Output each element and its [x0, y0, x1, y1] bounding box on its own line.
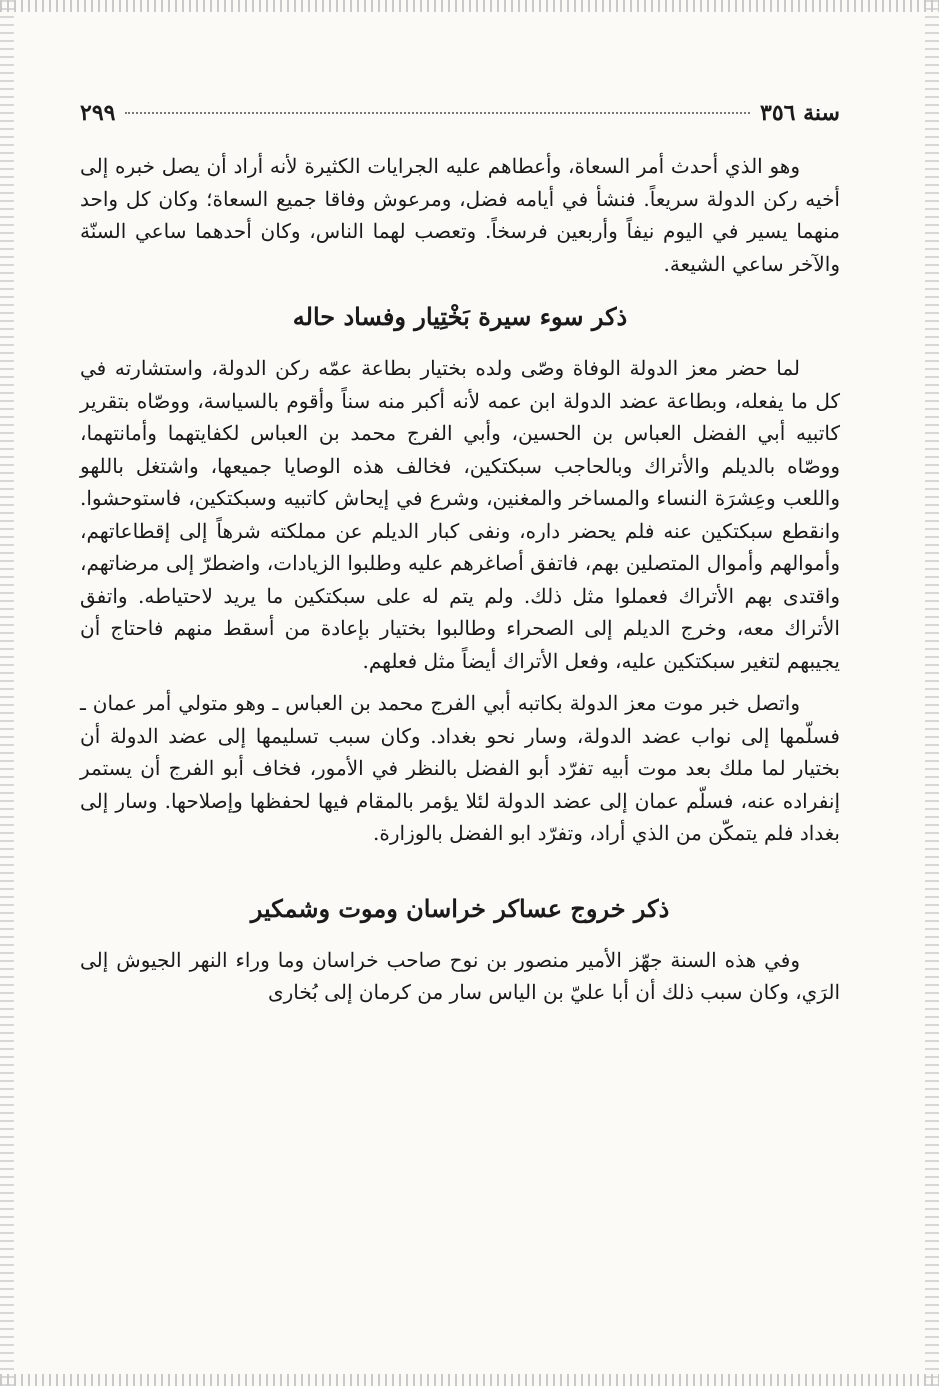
- running-header: [80, 98, 840, 128]
- paragraph-3: واتصل خبر موت معز الدولة بكاتبه أبي الفرج محمد بن العباس ـ وهو متولي أمر عمان ـ فسلّمها إلى نواب عضد الدولة، وسار نحو بغداد. وكان سبب تسليمها إلى عضد الدولة أن بختيار لما ملك بعد موت أبيه تفرّد أبو الفضل بالنظر في الأمور، فخاف أبو الفرج أن يستمر إنفراده عنه، فسلّم عمان إلى عضد الدولة لئلا يؤمر بالمقام فيها لحفظها وإصلاحها. وسار إلى بغداد فلم يتمكّن من الذي أراد، وتفرّد ابو الفضل بالوزارة.: [80, 691, 840, 845]
- book-page: [80, 80, 840, 1340]
- paragraph-1: وهو الذي أحدث أمر السعاة، وأعطاهم عليه الجرايات الكثيرة لأنه أراد أن يصل خبره إلى أخيه ركن الدولة سريعاً. فنشأ في أيامه فضل، ومرعوش وفاقا جميع السعاة؛ وكان كل واحد منهما يسير في اليوم نيفاً وأربعين فرسخاً. وتعصب لهما الناس، وكان أحدهما ساعي السنّة والآخر ساعي الشيعة.: [80, 154, 840, 276]
- header-dotted-rule: [125, 112, 750, 114]
- section-heading-1: ذكر سوء سيرة بَخْتِيار وفساد حاله: [292, 302, 628, 331]
- page-number: ٢٩٩: [80, 100, 116, 126]
- paragraph-2: لما حضر معز الدولة الوفاة وصّى ولده بختيار بطاعة عمّه ركن الدولة، واستشارته في كل ما يفعله، وبطاعة عضد الدولة ابن عمه لأنه أكبر منه سناً وأقوم بالسياسة، ووصّاه بتقرير كاتبيه أبي الفضل العباس بن الحسين، وأبي الفرج محمد بن العباس لكفايتهما وأمانتهما، ووصّاه بالديلم والأتراك وبالحاجب سبكتكين، فخالف هذه الوصايا جميعها، واشتغل باللهو واللعب وعِشرَة النساء والمساخر والمغنين، وشرع في إيحاش كاتبيه وسبكتكين، فاستوحشوا. وانقطع سبكتكين عنه فلم يحضر داره، ونفى كبار الديلم عن مملكته شرهاً إلى إقطاعاتهم، وأموالهم وأموال المتصلين بهم، فاتفق أصاغرهم عليه وطلبوا الزيادات، واضطرّ إلى مرضاتهم، واقتدى بهم الأتراك فعملوا مثل ذلك. ولم يتم له على سبكتكين ما يريد لاحتياطه. واتفق الأتراك معه، وخرج الديلم إلى الصحراء وطالبوا بختيار بإعادة من أسقط منهم فاحتاج أن يجيبهم لتغير سبكتكين عليه، وفعل الأتراك أيضاً مثل فعلهم.: [80, 356, 840, 673]
- paragraph-4: وفي هذه السنة جهّز الأمير منصور بن نوح صاحب خراسان وما وراء النهر الجيوش إلى الرَي، وكان سبب ذلك أن أبا عليّ بن الياس سار من كرمان إلى بُخارى: [80, 947, 840, 1004]
- decorative-border-top: [0, 0, 939, 12]
- decorative-border-right: [925, 0, 939, 1386]
- decorative-border-bottom: [0, 1374, 939, 1386]
- section-spacer: [80, 850, 840, 872]
- running-header-year: سنة ٣٥٦: [760, 100, 840, 126]
- paragraph-spacer: [80, 677, 840, 687]
- page-content: [80, 150, 840, 1009]
- decorative-border-left: [0, 0, 14, 1386]
- section-heading-2: ذكر خروج عساكر خراسان وموت وشمكير: [250, 893, 670, 923]
